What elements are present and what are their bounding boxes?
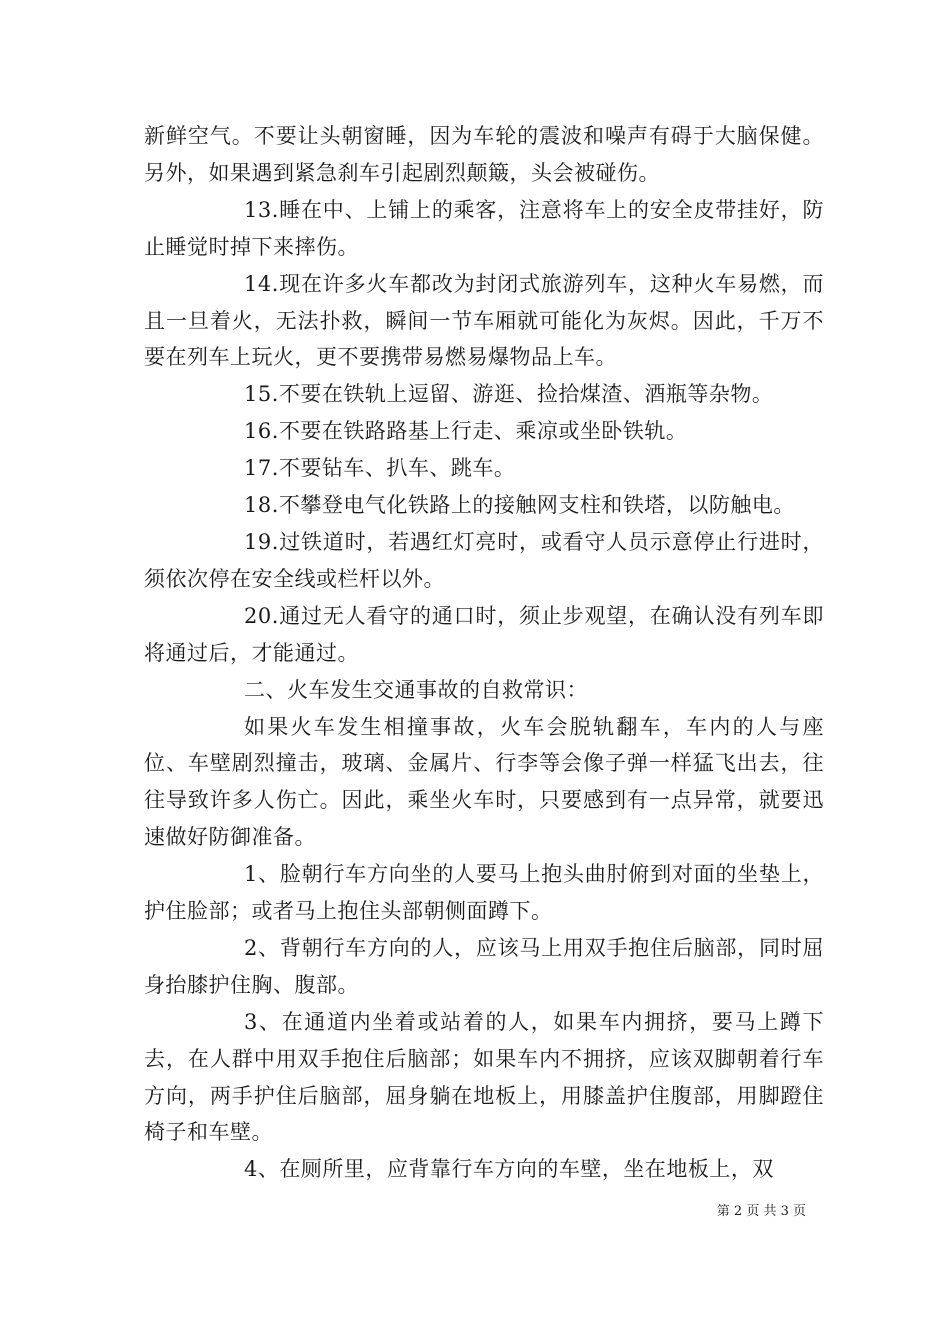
- paragraph-step-2: 2、背朝行车方向的人，应该马上用双手抱住后脑部，同时屈身抬膝护住胸、腹部。: [144, 935, 824, 997]
- paragraph-continuation: 新鲜空气。不要让头朝窗睡，因为车轮的震波和噪声有碍于大脑保健。另外，如果遇到紧急刹车引起剧烈颠簸，头会被碰伤。: [144, 124, 824, 185]
- paragraph-item-14: 14.现在许多火车都改为封闭式旅游列车，这种火车易燃，而且一旦着火，无法扑救，瞬间一节车厢就可能化为灰烬。因此，千万不要在列车上玩火，更不要携带易燃易爆物品上车。: [144, 271, 824, 370]
- paragraph-item-17: 17.不要钻车、扒车、跳车。: [244, 456, 516, 481]
- paragraph-item-16: 16.不要在铁路路基上行走、乘凉或坐卧铁轨。: [244, 419, 688, 444]
- paragraph-step-1: 1、脸朝行车方向坐的人要马上抱头曲肘俯到对面的坐垫上，护住脸部；或者马上抱住头部朝侧面蹲下。: [144, 862, 824, 924]
- paragraph-step-3: 3、在通道内坐着或站着的人，如果车内拥挤，要马上蹲下去，在人群中用双手抱住后脑部；如果车内不拥挤，应该双脚朝着行车方向，两手护住后脑部，屈身躺在地板上，用膝盖护住腹部，用脚蹬住椅子和车壁。: [144, 1009, 824, 1145]
- page-number: 第 2 页 共 3 页: [716, 1204, 806, 1219]
- paragraph-item-18: 18.不攀登电气化铁路上的接触网支柱和铁塔，以防触电。: [244, 493, 795, 518]
- document-body: [144, 118, 824, 1188]
- paragraph-intro: 如果火车发生相撞事故，火车会脱轨翻车，车内的人与座位、车壁剧烈撞击，玻璃、金属片、行李等会像子弹一样猛飞出去，往往导致许多人伤亡。因此，乘坐火车时，只要感到有一点异常，就要迅速做好防御准备。: [144, 714, 824, 850]
- paragraph-item-19: 19.过铁道时，若遇红灯亮时，或看守人员示意停止行进时，须依次停在安全线或栏杆以外。: [144, 529, 824, 591]
- section-heading: 二、火车发生交通事故的自救常识：: [244, 677, 588, 702]
- paragraph-item-20: 20.通过无人看守的通口时，须止步观望，在确认没有列车即将通过后，才能通过。: [144, 603, 824, 665]
- paragraph-step-4: 4、在厕所里，应背靠行车方向的车壁，坐在地板上，双: [244, 1157, 774, 1182]
- paragraph-item-13: 13.睡在中、上铺上的乘客，注意将车上的安全皮带挂好，防止睡觉时掉下来摔伤。: [144, 197, 824, 259]
- paragraph-item-15: 15.不要在铁轨上逗留、游逛、捡拾煤渣、酒瓶等杂物。: [244, 382, 774, 407]
